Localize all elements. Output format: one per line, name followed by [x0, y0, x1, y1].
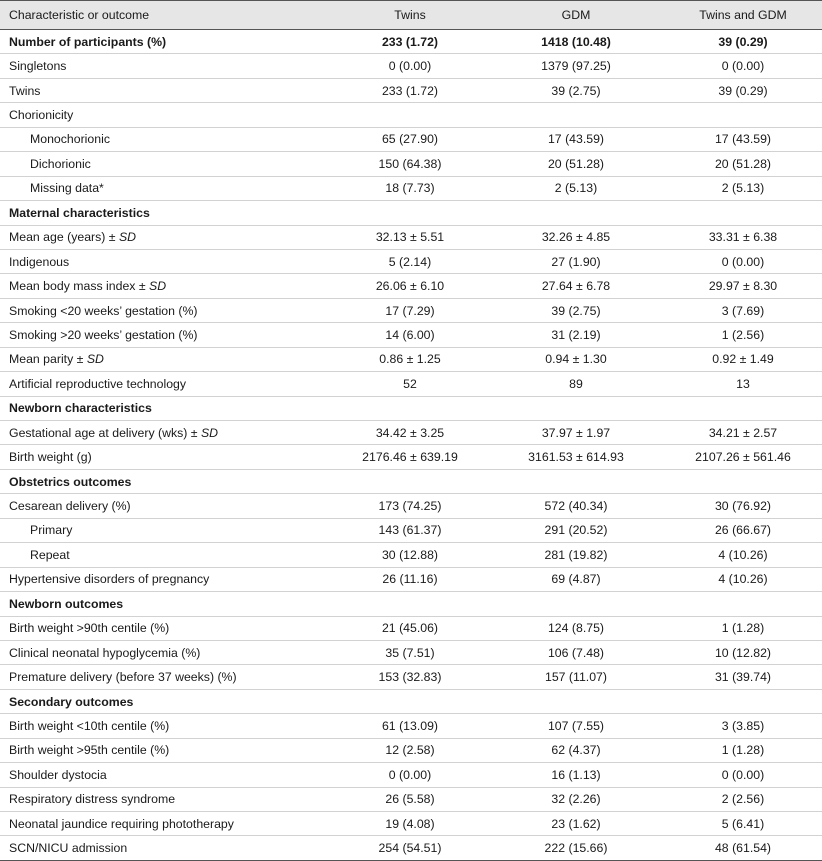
row-label: Cesarean delivery (%): [0, 494, 323, 518]
cell-twins-and-gdm: 3 (7.69): [655, 298, 822, 322]
table-row: [0, 298, 822, 322]
cell-twins-and-gdm: 30 (76.92): [655, 494, 822, 518]
section-label: Obstetrics outcomes: [0, 469, 323, 493]
row-label: Respiratory distress syndrome: [0, 787, 323, 811]
cell-twins: 32.13 ± 5.51: [323, 225, 488, 249]
section-label: Newborn outcomes: [0, 592, 323, 616]
cell-gdm: 62 (4.37): [488, 738, 655, 762]
table-row: [0, 347, 822, 371]
table-row: [0, 738, 822, 762]
cell-twins: 52: [323, 372, 488, 396]
table-row: [0, 249, 822, 273]
row-label: Shoulder dystocia: [0, 763, 323, 787]
cell-twins-and-gdm: 34.21 ± 2.57: [655, 421, 822, 445]
table-row: [0, 127, 822, 151]
cell-gdm: 1379 (97.25): [488, 54, 655, 78]
table-row: [0, 812, 822, 836]
cell-twins-and-gdm: [655, 396, 822, 420]
cell-gdm: 3161.53 ± 614.93: [488, 445, 655, 469]
row-label: Neonatal jaundice requiring phototherapy: [0, 812, 323, 836]
cell-gdm: 0.94 ± 1.30: [488, 347, 655, 371]
cell-twins: [323, 396, 488, 420]
cell-gdm: 291 (20.52): [488, 518, 655, 542]
header-characteristic: Characteristic or outcome: [0, 1, 323, 30]
cell-twins-and-gdm: 26 (66.67): [655, 518, 822, 542]
cell-twins: 173 (74.25): [323, 494, 488, 518]
cell-twins: 17 (7.29): [323, 298, 488, 322]
cell-gdm: 32.26 ± 4.85: [488, 225, 655, 249]
table-body: [0, 30, 822, 861]
header-gdm: GDM: [488, 1, 655, 30]
cell-gdm: 2 (5.13): [488, 176, 655, 200]
table-row: [0, 640, 822, 664]
table-row: [0, 567, 822, 591]
table-row: [0, 543, 822, 567]
cell-twins-and-gdm: 1 (1.28): [655, 738, 822, 762]
cell-gdm: 23 (1.62): [488, 812, 655, 836]
cell-twins-and-gdm: 3 (3.85): [655, 714, 822, 738]
cell-twins: [323, 103, 488, 127]
cell-twins: 26 (11.16): [323, 567, 488, 591]
row-label: Dichorionic: [0, 152, 323, 176]
cell-gdm: 27 (1.90): [488, 249, 655, 273]
table-row: [0, 421, 822, 445]
row-label: Repeat: [0, 543, 323, 567]
row-label: Singletons: [0, 54, 323, 78]
cell-twins-and-gdm: 10 (12.82): [655, 640, 822, 664]
cell-twins: [323, 201, 488, 225]
cell-gdm: 1418 (10.48): [488, 30, 655, 54]
row-label: Indigenous: [0, 249, 323, 273]
row-label: Chorionicity: [0, 103, 323, 127]
cell-gdm: 39 (2.75): [488, 298, 655, 322]
cell-gdm: 20 (51.28): [488, 152, 655, 176]
cell-twins-and-gdm: 5 (6.41): [655, 812, 822, 836]
cell-twins-and-gdm: 20 (51.28): [655, 152, 822, 176]
cell-gdm: [488, 689, 655, 713]
cell-twins: 19 (4.08): [323, 812, 488, 836]
row-label: Hypertensive disorders of pregnancy: [0, 567, 323, 591]
table-row: [0, 225, 822, 249]
table-row: [0, 103, 822, 127]
row-label: Mean body mass index ± SD: [0, 274, 323, 298]
header-twins-and-gdm: Twins and GDM: [655, 1, 822, 30]
table-row: [0, 763, 822, 787]
cell-twins: 233 (1.72): [323, 30, 488, 54]
row-label: Smoking >20 weeks’ gestation (%): [0, 323, 323, 347]
cell-gdm: [488, 103, 655, 127]
cell-gdm: 27.64 ± 6.78: [488, 274, 655, 298]
cell-gdm: 281 (19.82): [488, 543, 655, 567]
table-row: [0, 665, 822, 689]
cell-gdm: [488, 396, 655, 420]
cell-gdm: 106 (7.48): [488, 640, 655, 664]
cell-twins-and-gdm: [655, 201, 822, 225]
row-label: Gestational age at delivery (wks) ± SD: [0, 421, 323, 445]
cell-gdm: 16 (1.13): [488, 763, 655, 787]
row-label: Mean age (years) ± SD: [0, 225, 323, 249]
cell-twins-and-gdm: 0 (0.00): [655, 54, 822, 78]
row-label: SCN/NICU admission: [0, 836, 323, 860]
table-row: [0, 445, 822, 469]
table-row: [0, 274, 822, 298]
cell-twins: [323, 689, 488, 713]
cell-gdm: 89: [488, 372, 655, 396]
cell-gdm: [488, 469, 655, 493]
cell-twins: 0 (0.00): [323, 763, 488, 787]
cell-twins-and-gdm: 17 (43.59): [655, 127, 822, 151]
cell-twins: 0 (0.00): [323, 54, 488, 78]
cell-twins: [323, 469, 488, 493]
section-label: Secondary outcomes: [0, 689, 323, 713]
table-row: [0, 714, 822, 738]
table-row: [0, 54, 822, 78]
row-label: Birth weight (g): [0, 445, 323, 469]
row-label: Birth weight >95th centile (%): [0, 738, 323, 762]
row-label: Smoking <20 weeks’ gestation (%): [0, 298, 323, 322]
row-label: Missing data*: [0, 176, 323, 200]
cell-twins-and-gdm: [655, 592, 822, 616]
cell-gdm: [488, 201, 655, 225]
cell-twins: 2176.46 ± 639.19: [323, 445, 488, 469]
cell-twins: 14 (6.00): [323, 323, 488, 347]
table-row: [0, 494, 822, 518]
row-label: Primary: [0, 518, 323, 542]
table-row: [0, 78, 822, 102]
cell-twins: 21 (45.06): [323, 616, 488, 640]
cell-twins-and-gdm: 0 (0.00): [655, 249, 822, 273]
cell-twins: 0.86 ± 1.25: [323, 347, 488, 371]
section-row: [0, 201, 822, 225]
cell-twins-and-gdm: 13: [655, 372, 822, 396]
row-label: Clinical neonatal hypoglycemia (%): [0, 640, 323, 664]
section-row: [0, 30, 822, 54]
cell-twins: 30 (12.88): [323, 543, 488, 567]
cell-twins: 150 (64.38): [323, 152, 488, 176]
section-row: [0, 592, 822, 616]
table-row: [0, 518, 822, 542]
cell-twins-and-gdm: 39 (0.29): [655, 78, 822, 102]
table-row: [0, 616, 822, 640]
cell-twins: 65 (27.90): [323, 127, 488, 151]
cell-twins: [323, 592, 488, 616]
table-header: [0, 1, 822, 30]
cell-gdm: 31 (2.19): [488, 323, 655, 347]
cell-twins: 254 (54.51): [323, 836, 488, 860]
section-row: [0, 396, 822, 420]
table-row: [0, 152, 822, 176]
cell-twins-and-gdm: 2 (2.56): [655, 787, 822, 811]
cell-twins: 233 (1.72): [323, 78, 488, 102]
header-twins: Twins: [323, 1, 488, 30]
table-row: [0, 176, 822, 200]
cell-twins-and-gdm: 1 (2.56): [655, 323, 822, 347]
row-label: Birth weight >90th centile (%): [0, 616, 323, 640]
cell-twins: 143 (61.37): [323, 518, 488, 542]
section-label: Maternal characteristics: [0, 201, 323, 225]
cell-gdm: 32 (2.26): [488, 787, 655, 811]
cell-gdm: 69 (4.87): [488, 567, 655, 591]
header-row: [0, 1, 822, 30]
cell-twins: 34.42 ± 3.25: [323, 421, 488, 445]
cell-twins-and-gdm: [655, 469, 822, 493]
row-label: Mean parity ± SD: [0, 347, 323, 371]
cell-twins: 26.06 ± 6.10: [323, 274, 488, 298]
cell-twins: 18 (7.73): [323, 176, 488, 200]
cell-gdm: 572 (40.34): [488, 494, 655, 518]
cell-twins: 12 (2.58): [323, 738, 488, 762]
row-label: Twins: [0, 78, 323, 102]
section-row: [0, 469, 822, 493]
cell-twins-and-gdm: 2107.26 ± 561.46: [655, 445, 822, 469]
cell-gdm: 222 (15.66): [488, 836, 655, 860]
cell-twins: 153 (32.83): [323, 665, 488, 689]
section-label: Newborn characteristics: [0, 396, 323, 420]
cell-twins: 61 (13.09): [323, 714, 488, 738]
cell-twins: 5 (2.14): [323, 249, 488, 273]
row-label: Artificial reproductive technology: [0, 372, 323, 396]
cell-twins-and-gdm: 29.97 ± 8.30: [655, 274, 822, 298]
cell-twins: 26 (5.58): [323, 787, 488, 811]
cell-gdm: [488, 592, 655, 616]
row-label: Premature delivery (before 37 weeks) (%): [0, 665, 323, 689]
cell-twins-and-gdm: 39 (0.29): [655, 30, 822, 54]
cell-twins-and-gdm: 33.31 ± 6.38: [655, 225, 822, 249]
cell-twins-and-gdm: 1 (1.28): [655, 616, 822, 640]
cell-gdm: 124 (8.75): [488, 616, 655, 640]
table-row: [0, 372, 822, 396]
section-label: Number of participants (%): [0, 30, 323, 54]
cell-twins-and-gdm: 0.92 ± 1.49: [655, 347, 822, 371]
cell-twins-and-gdm: 0 (0.00): [655, 763, 822, 787]
row-label: Monochorionic: [0, 127, 323, 151]
cell-twins-and-gdm: 31 (39.74): [655, 665, 822, 689]
cell-twins-and-gdm: 48 (61.54): [655, 836, 822, 860]
cell-twins-and-gdm: 2 (5.13): [655, 176, 822, 200]
cell-gdm: 157 (11.07): [488, 665, 655, 689]
cell-gdm: 37.97 ± 1.97: [488, 421, 655, 445]
table-row: [0, 787, 822, 811]
cell-twins-and-gdm: [655, 103, 822, 127]
cell-gdm: 39 (2.75): [488, 78, 655, 102]
cell-twins-and-gdm: [655, 689, 822, 713]
cell-twins-and-gdm: 4 (10.26): [655, 543, 822, 567]
cell-gdm: 17 (43.59): [488, 127, 655, 151]
cell-twins: 35 (7.51): [323, 640, 488, 664]
cell-twins-and-gdm: 4 (10.26): [655, 567, 822, 591]
cell-gdm: 107 (7.55): [488, 714, 655, 738]
section-row: [0, 689, 822, 713]
row-label: Birth weight <10th centile (%): [0, 714, 323, 738]
table-row: [0, 323, 822, 347]
